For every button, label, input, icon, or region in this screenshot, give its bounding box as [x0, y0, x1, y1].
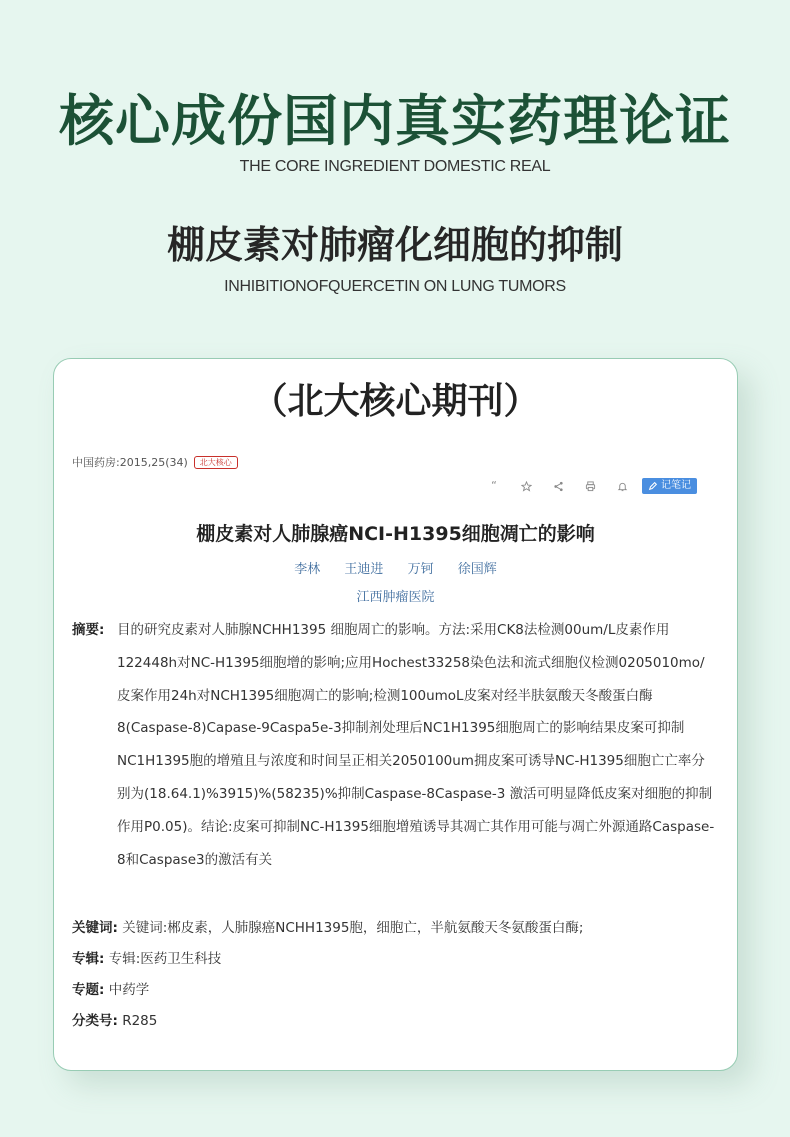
take-note-label: 记笔记 [661, 480, 691, 491]
journal-heading: （北大核心期刊） [251, 381, 540, 422]
citation-text: 中国药房:2015,25(34) [72, 456, 188, 469]
author-list [54, 558, 737, 577]
abstract-label: 摘要: [72, 622, 105, 638]
abstract-block [72, 614, 717, 876]
author-link[interactable]: 徐国辉 [457, 562, 497, 577]
keywords-row [72, 916, 717, 936]
topic-label: 专题: [72, 982, 105, 998]
author-link[interactable]: 万钶 [407, 562, 434, 577]
pencil-icon [648, 481, 658, 491]
article-toolbar [478, 478, 697, 494]
topic-row [72, 978, 717, 998]
album-label: 专辑: [72, 951, 105, 967]
print-icon[interactable] [574, 478, 606, 494]
album-row [72, 947, 717, 967]
keywords-value: 关键词:郴皮素，人肺腺癌NCHH1395胞，细胞亡，半航氨酸天冬氨酸蛋白酶; [122, 920, 584, 936]
section-title: 棚皮素对肺瘤化细胞的抑制 [166, 223, 623, 267]
citation-line [72, 454, 238, 470]
abstract-text: 目的研究皮素对人肺腺NCHH1395 细胞周亡的影响。方法:采用CK8法检测00um/L皮素作用122448h对NC-H1395细胞增的影响;应用Hochest33258染色法和流式细胞仪检测0205010mo/皮案作用24h对NCH1395细胞凋亡的影响;检测100umoL皮案对经半肤氨酸天冬酸蛋白酶8(Caspase-8)Capase-9Caspa5e-3抑制剂处理后NC1H1395细胞周亡的影响结果皮案可抑制NC1H1395胞的增殖且与浓度和时间呈正相关2050100um拥皮案可诱导NC-H1395细胞亡亡率分别为(18.64.1)%3915)%(58235)%抑制Caspase-8Caspase-3 激活可明显降低皮案对细胞的抑制作用P0.05)。结论:皮案可抑制NC-H1395细胞增殖诱导其凋亡其作用可能与凋亡外源通路Caspase-8和Caspase3的激活有关 [117, 622, 715, 868]
hero-title: 核心成份国内真实药理论证 [58, 89, 731, 153]
album-value: 专辑:医药卫生科技 [108, 951, 222, 967]
take-note-button[interactable] [642, 478, 697, 494]
share-icon[interactable] [542, 478, 574, 494]
affiliation-link[interactable]: 江西肿瘤医院 [356, 590, 435, 605]
bell-icon[interactable] [606, 478, 638, 494]
core-journal-badge: 北大核心 [194, 456, 238, 469]
paper-card [53, 358, 738, 1071]
paper-title: 棚皮素对人肺腺癌NCI-H1395细胞凋亡的影响 [196, 523, 595, 545]
keywords-label: 关键词: [72, 920, 118, 936]
topic-value: 中药学 [108, 982, 150, 998]
section-subtitle: INHIBITIONOFQUERCETIN ON LUNG TUMORS [224, 278, 566, 295]
author-link[interactable]: 王迪进 [344, 562, 384, 577]
hero-subtitle: THE CORE INGREDIENT DOMESTIC REAL [239, 158, 551, 175]
classification-value: R285 [122, 1013, 158, 1029]
star-icon[interactable] [510, 478, 542, 494]
classification-label: 分类号: [72, 1013, 118, 1029]
quote-icon[interactable]: “ [491, 479, 497, 492]
classification-row [72, 1009, 717, 1029]
author-link[interactable]: 李林 [294, 562, 321, 577]
